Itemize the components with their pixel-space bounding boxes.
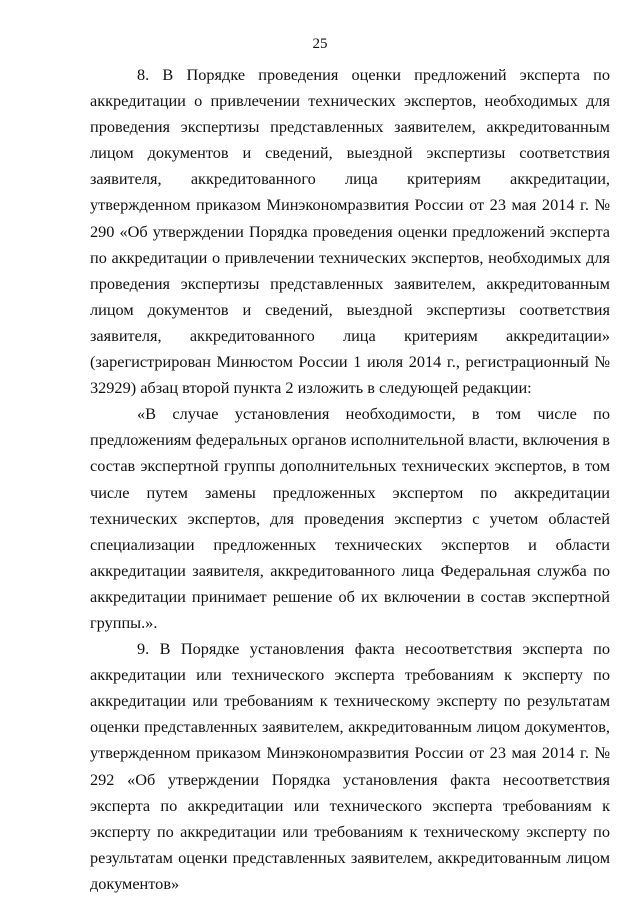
paragraph-item-9: 9. В Порядке установления факта несоответствия эксперта по аккредитации или технического эксперта требованиям к эксперту по аккредитации или требованиям к техническому эксперту по результатам оценки представленных заявителем, аккредитованным лицом документов, утвержденном приказом Минэкономразвития России от 23 мая 2014 г. № 292 «Об утверждении Порядка установления факта несоответствия эксперта по аккредитации или технического эксперта требованиям к эксперту по аккредитации или требованиям к техническому эксперту по результатам оценки представленных заявителем, аккредитованным лицом документов» [90, 639, 610, 893]
paragraph-quoted-amendment: «В случае установления необходимости, в том числе по предложениям федеральных органов исполнительной власти, включения в состав экспертной группы дополнительных технических экспертов, в том числе путем замены предложенных экспертом по аккредитации технических экспертов, для проведения экспертиз с учетом областей специализации предложенных технических экспертов и области аккредитации заявителя, аккредитованного лица Федеральная служба по аккредитации принимает решение об их включении в состав экспертной группы.». [90, 404, 610, 632]
document-body [90, 62, 610, 897]
page-number: 25 [312, 36, 328, 52]
paragraph-item-8: 8. В Порядке проведения оценки предложений эксперта по аккредитации о привлечении технических экспертов, необходимых для проведения экспертизы представленных заявителем, аккредитованным лицом документов и сведений, выездной экспертизы соответствия заявителя, аккредитованного лица критериям аккредитации, утвержденном приказом Минэкономразвития России от 23 мая 2014 г. № 290 «Об утверждении Порядка проведения оценки предложений эксперта по аккредитации о привлечении технических экспертов, необходимых для проведения экспертизы представленных заявителем, аккредитованным лицом документов и сведений, выездной экспертизы соответствия заявителя, аккредитованного лица критериям аккредитации» (зарегистрирован Минюстом России 1 июля 2014 г., регистрационный № 32929) абзац второй пункта 2 изложить в следующей редакции: [90, 65, 610, 398]
